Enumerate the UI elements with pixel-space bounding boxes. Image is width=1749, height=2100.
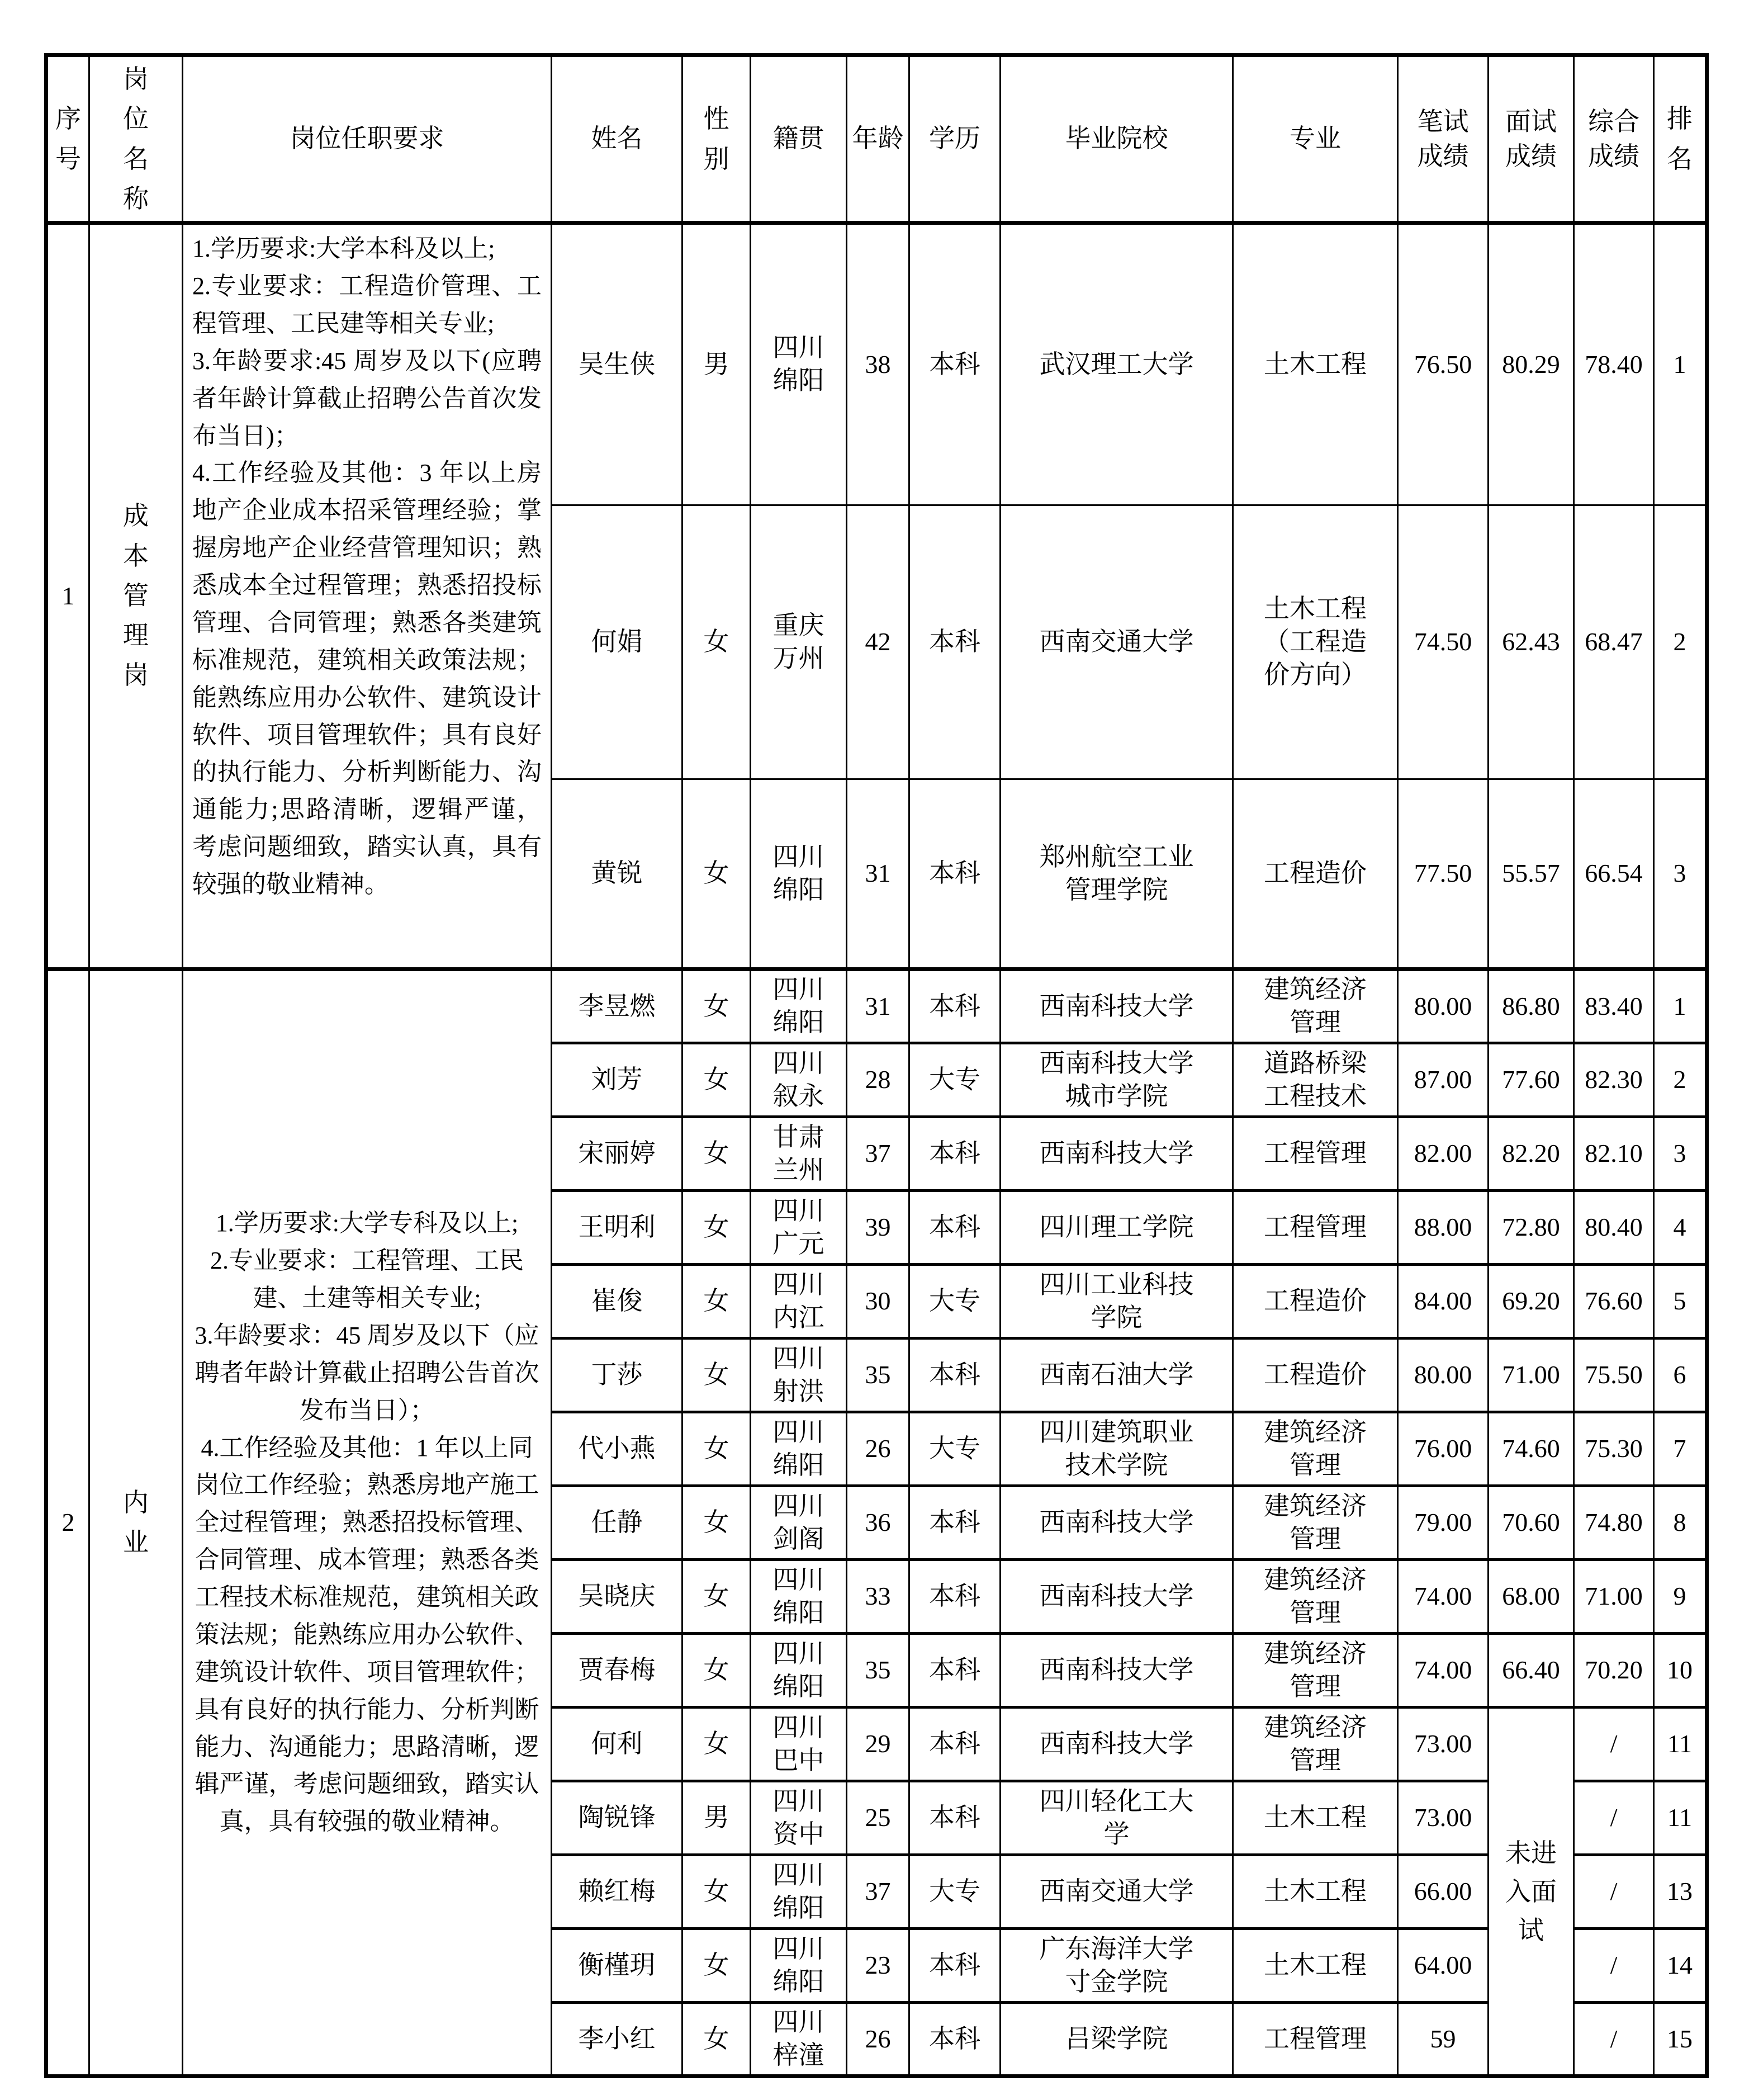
cell-major-text: 建筑经济管理 [1263, 1417, 1367, 1479]
cell-hometown [751, 1560, 847, 1634]
cell-school-text: 西南交通大学 [1039, 627, 1194, 656]
cell-major [1233, 1634, 1398, 1708]
cell-interview-score: 69.20 [1489, 1265, 1574, 1338]
header-interview-score: 面试成绩 [1489, 55, 1574, 223]
cell-rank: 1 [1654, 969, 1707, 1043]
cell-hometown-text: 四川绵阳 [772, 842, 824, 904]
cell-major [1233, 779, 1398, 969]
cell-education: 本科 [909, 2003, 1001, 2077]
cell-rank: 15 [1654, 2003, 1707, 2077]
cell-overall-score: 70.20 [1574, 1634, 1654, 1708]
cell-school-text: 西南科技大学 [1039, 1139, 1194, 1168]
cell-education: 本科 [909, 1486, 1001, 1560]
cell-hometown-text: 四川绵阳 [772, 1565, 824, 1627]
cell-written-score: 74.00 [1398, 1560, 1489, 1634]
cell-age: 35 [847, 1338, 909, 1412]
cell-name: 丁莎 [552, 1338, 682, 1412]
cell-interview-score: 55.57 [1489, 779, 1574, 969]
cell-written-score: 80.00 [1398, 969, 1489, 1043]
cell-name: 任静 [552, 1486, 682, 1560]
cell-interview-score: 71.00 [1489, 1338, 1574, 1412]
cell-major [1233, 2003, 1398, 2077]
cell-major [1233, 1781, 1398, 1855]
cell-major [1233, 1117, 1398, 1191]
cell-school [1001, 1117, 1233, 1191]
cell-written-score: 82.00 [1398, 1117, 1489, 1191]
cell-major [1233, 1191, 1398, 1265]
cell-major-text: 工程造价 [1263, 1287, 1367, 1316]
cell-major [1233, 1486, 1398, 1560]
cell-name: 代小燕 [552, 1412, 682, 1486]
cell-interview-score: 70.60 [1489, 1486, 1574, 1560]
cell-overall-score: 68.47 [1574, 505, 1654, 779]
cell-written-score: 77.50 [1398, 779, 1489, 969]
cell-education: 本科 [909, 1560, 1001, 1634]
cell-major [1233, 1265, 1398, 1338]
cell-gender: 女 [682, 969, 751, 1043]
cell-school [1001, 223, 1233, 505]
cell-education: 本科 [909, 1191, 1001, 1265]
cell-interview-score: 77.60 [1489, 1043, 1574, 1117]
cell-interview-score: 74.60 [1489, 1412, 1574, 1486]
header-major: 专业 [1233, 55, 1398, 223]
cell-rank: 13 [1654, 1855, 1707, 1929]
cell-rank: 2 [1654, 1043, 1707, 1117]
cell-education: 大专 [909, 1855, 1001, 1929]
cell-age: 23 [847, 1929, 909, 2003]
cell-written-score: 76.00 [1398, 1412, 1489, 1486]
requirement-item: 2.专业要求：工程管理、工民建、土建等相关专业; [210, 1247, 524, 1312]
cell-rank: 4 [1654, 1191, 1707, 1265]
cell-name: 王明利 [552, 1191, 682, 1265]
cell-school-text: 吕梁学院 [1065, 2024, 1168, 2053]
cell-rank: 5 [1654, 1265, 1707, 1338]
cell-gender: 女 [682, 1191, 751, 1265]
cell-major-text: 工程管理 [1263, 2024, 1367, 2053]
cell-major-text: 土木工程（工程造价方向） [1263, 594, 1367, 689]
cell-school [1001, 2003, 1233, 2077]
cell-name: 吴生侠 [552, 223, 682, 505]
cell-school-text: 武汉理工大学 [1039, 349, 1194, 379]
requirements-text [192, 1205, 542, 1841]
cell-hometown-text: 重庆万州 [772, 611, 824, 673]
cell-major-text: 道路桥梁工程技术 [1263, 1048, 1367, 1110]
cell-rank: 1 [1654, 223, 1707, 505]
cell-hometown-text: 四川梓潼 [772, 2008, 824, 2070]
cell-hometown-text: 四川绵阳 [772, 1860, 824, 1922]
requirement-item: 1.学历要求:大学专科及以上; [215, 1209, 519, 1237]
cell-hometown [751, 223, 847, 505]
cell-major-text: 建筑经济管理 [1263, 1491, 1367, 1553]
cell-gender: 女 [682, 779, 751, 969]
cell-school-text: 四川轻化工大学 [1039, 1786, 1194, 1848]
cell-major [1233, 1560, 1398, 1634]
cell-hometown [751, 1191, 847, 1265]
header-age: 年龄 [847, 55, 909, 223]
cell-major-text: 建筑经济管理 [1263, 1565, 1367, 1627]
cell-school-text: 四川工业科技学院 [1039, 1270, 1194, 1332]
cell-hometown-text: 四川巴中 [772, 1713, 824, 1775]
cell-hometown [751, 1708, 847, 1781]
requirement-item: 3.年龄要求：45 周岁及以下（应聘者年龄计算截止招聘公告首次发布当日）； [195, 1321, 539, 1424]
position-cell [89, 969, 183, 2077]
cell-school-text: 西南科技大学 [1039, 991, 1194, 1020]
cell-major [1233, 1338, 1398, 1412]
cell-age: 28 [847, 1043, 909, 1117]
cell-overall-score: / [1574, 1708, 1654, 1781]
cell-hometown [751, 969, 847, 1043]
requirement-item: 4.工作经验及其他：1 年以上同岗位工作经验；熟悉房地产施工全过程管理；熟悉招投标管理、合同管理、成本管理；熟悉各类工程技术标准规范，建筑相关政策法规；能熟练应用办公软件、建筑设计软件、项目管理软件；具有良好的执行能力、分析判断能力、沟通能力；思路清晰，逻辑严谨，考虑问题细致，踏实认真，具有较强的敬业精神。 [195, 1434, 539, 1836]
cell-major [1233, 1855, 1398, 1929]
cell-hometown-text: 四川剑阁 [772, 1491, 824, 1553]
cell-hometown [751, 1043, 847, 1117]
cell-name: 赖红梅 [552, 1855, 682, 1929]
cell-school [1001, 1191, 1233, 1265]
cell-name: 衡槿玥 [552, 1929, 682, 2003]
cell-school-text: 郑州航空工业管理学院 [1039, 842, 1194, 904]
cell-written-score: 76.50 [1398, 223, 1489, 505]
cell-education: 本科 [909, 1708, 1001, 1781]
cell-written-score: 74.50 [1398, 505, 1489, 779]
recruitment-results-table [44, 53, 1709, 2078]
seq-cell: 1 [46, 223, 89, 969]
cell-overall-score: 82.10 [1574, 1117, 1654, 1191]
cell-written-score: 59 [1398, 2003, 1489, 2077]
requirements-cell [183, 223, 552, 969]
cell-education: 本科 [909, 1781, 1001, 1855]
header-rank: 排名 [1654, 55, 1707, 223]
cell-school-text: 四川理工学院 [1039, 1213, 1194, 1242]
cell-school-text: 四川建筑职业技术学院 [1039, 1417, 1194, 1479]
cell-written-score: 80.00 [1398, 1338, 1489, 1412]
cell-no-interview-merged-text: 未进入面试 [1505, 1838, 1557, 1945]
cell-school [1001, 779, 1233, 969]
cell-name: 吴晓庆 [552, 1560, 682, 1634]
cell-school-text: 西南科技大学 [1039, 1729, 1194, 1758]
cell-overall-score: 83.40 [1574, 969, 1654, 1043]
cell-hometown [751, 1486, 847, 1560]
cell-school-text: 西南科技大学 [1039, 1582, 1194, 1611]
header-requirements: 岗位任职要求 [183, 55, 552, 223]
cell-school [1001, 1486, 1233, 1560]
cell-name: 陶锐锋 [552, 1781, 682, 1855]
cell-hometown-text: 四川绵阳 [772, 333, 824, 395]
seq-cell: 2 [46, 969, 89, 2077]
cell-gender: 女 [682, 505, 751, 779]
cell-hometown-text: 四川射洪 [772, 1344, 824, 1406]
cell-written-score: 64.00 [1398, 1929, 1489, 2003]
cell-school [1001, 1781, 1233, 1855]
candidate-row [46, 969, 1707, 1043]
header-seq: 序号 [46, 55, 89, 223]
cell-hometown-text: 四川叙永 [772, 1048, 824, 1110]
cell-name: 何利 [552, 1708, 682, 1781]
header-gender: 性别 [682, 55, 751, 223]
requirement-item: 2.专业要求：工程造价管理、工程管理、工民建等相关专业; [192, 272, 542, 337]
cell-hometown [751, 1338, 847, 1412]
requirement-item: 3.年龄要求:45 周岁及以下(应聘者年龄计算截止招聘公告首次发布当日)； [192, 347, 542, 450]
cell-gender: 女 [682, 1929, 751, 2003]
cell-major-text: 工程管理 [1263, 1213, 1367, 1242]
cell-hometown-text: 四川绵阳 [772, 1639, 824, 1701]
cell-rank: 7 [1654, 1412, 1707, 1486]
cell-age: 37 [847, 1855, 909, 1929]
cell-age: 39 [847, 1191, 909, 1265]
position-cell-text: 成本管理岗 [122, 502, 149, 690]
cell-hometown [751, 779, 847, 969]
cell-major-text: 土木工程 [1263, 1877, 1367, 1906]
cell-school [1001, 1855, 1233, 1929]
cell-name: 何娟 [552, 505, 682, 779]
cell-gender: 女 [682, 1634, 751, 1708]
cell-rank: 9 [1654, 1560, 1707, 1634]
cell-hometown [751, 1412, 847, 1486]
header-written-score: 笔试成绩 [1398, 55, 1489, 223]
cell-interview-score: 62.43 [1489, 505, 1574, 779]
position-cell-text: 内业 [122, 1488, 149, 1557]
cell-school [1001, 1708, 1233, 1781]
cell-written-score: 79.00 [1398, 1486, 1489, 1560]
cell-rank: 3 [1654, 1117, 1707, 1191]
cell-rank: 2 [1654, 505, 1707, 779]
cell-age: 36 [847, 1486, 909, 1560]
cell-major [1233, 1412, 1398, 1486]
cell-hometown-text: 甘肃兰州 [772, 1122, 824, 1184]
cell-written-score: 74.00 [1398, 1634, 1489, 1708]
cell-school [1001, 1929, 1233, 2003]
cell-age: 38 [847, 223, 909, 505]
cell-name: 李昱燃 [552, 969, 682, 1043]
cell-age: 42 [847, 505, 909, 779]
cell-hometown [751, 1117, 847, 1191]
cell-school [1001, 1560, 1233, 1634]
cell-written-score: 84.00 [1398, 1265, 1489, 1338]
cell-major [1233, 223, 1398, 505]
cell-hometown-text: 四川资中 [772, 1786, 824, 1848]
cell-age: 37 [847, 1117, 909, 1191]
cell-gender: 女 [682, 1117, 751, 1191]
cell-gender: 女 [682, 1486, 751, 1560]
cell-education: 本科 [909, 969, 1001, 1043]
cell-overall-score: 75.30 [1574, 1412, 1654, 1486]
cell-overall-score: 78.40 [1574, 223, 1654, 505]
cell-no-interview-merged [1489, 1708, 1574, 2077]
cell-major-text: 工程管理 [1263, 1139, 1367, 1168]
cell-major-text: 土木工程 [1263, 349, 1367, 379]
cell-hometown [751, 1855, 847, 1929]
cell-school [1001, 1265, 1233, 1338]
cell-age: 29 [847, 1708, 909, 1781]
header-school: 毕业院校 [1001, 55, 1233, 223]
cell-school [1001, 1338, 1233, 1412]
cell-major [1233, 1929, 1398, 2003]
cell-education: 本科 [909, 1338, 1001, 1412]
cell-interview-score: 66.40 [1489, 1634, 1574, 1708]
cell-rank: 6 [1654, 1338, 1707, 1412]
cell-name: 宋丽婷 [552, 1117, 682, 1191]
cell-hometown [751, 1634, 847, 1708]
cell-school-text: 西南科技大学 [1039, 1656, 1194, 1685]
cell-overall-score: 80.40 [1574, 1191, 1654, 1265]
cell-overall-score: 75.50 [1574, 1338, 1654, 1412]
cell-education: 本科 [909, 1929, 1001, 2003]
cell-interview-score: 86.80 [1489, 969, 1574, 1043]
cell-hometown-text: 四川绵阳 [772, 1417, 824, 1479]
cell-rank: 3 [1654, 779, 1707, 969]
header-hometown: 籍贯 [751, 55, 847, 223]
cell-interview-score: 80.29 [1489, 223, 1574, 505]
cell-education: 本科 [909, 1117, 1001, 1191]
candidate-row [46, 223, 1707, 505]
cell-age: 35 [847, 1634, 909, 1708]
position-cell [89, 223, 183, 969]
cell-hometown [751, 1265, 847, 1338]
cell-hometown [751, 1929, 847, 2003]
cell-gender: 女 [682, 1412, 751, 1486]
header-education: 学历 [909, 55, 1001, 223]
cell-rank: 8 [1654, 1486, 1707, 1560]
cell-rank: 14 [1654, 1929, 1707, 2003]
cell-name: 崔俊 [552, 1265, 682, 1338]
cell-gender: 女 [682, 1560, 751, 1634]
cell-gender: 男 [682, 223, 751, 505]
cell-hometown [751, 1781, 847, 1855]
cell-major [1233, 505, 1398, 779]
cell-written-score: 87.00 [1398, 1043, 1489, 1117]
requirement-item: 1.学历要求:大学本科及以上; [192, 235, 495, 263]
cell-school-text: 西南科技大学城市学院 [1039, 1048, 1194, 1110]
cell-written-score: 88.00 [1398, 1191, 1489, 1265]
cell-hometown [751, 2003, 847, 2077]
cell-gender: 男 [682, 1781, 751, 1855]
cell-age: 33 [847, 1560, 909, 1634]
cell-age: 31 [847, 779, 909, 969]
header-row [46, 55, 1707, 223]
requirement-item: 4.工作经验及其他：3 年以上房地产企业成本招采管理经验；掌握房地产企业经营管理知识；熟悉成本全过程管理；熟悉招投标管理、合同管理；熟悉各类建筑标准规范，建筑相关政策法规；能熟练应用办公软件、建筑设计软件、项目管理软件；具有良好的执行能力、分析判断能力、沟通能力;思路清晰，逻辑严谨，考虑问题细致，踏实认真，具有较强的敬业精神。 [192, 459, 542, 898]
cell-education: 大专 [909, 1265, 1001, 1338]
cell-school [1001, 1634, 1233, 1708]
cell-major [1233, 1043, 1398, 1117]
cell-name: 贾春梅 [552, 1634, 682, 1708]
cell-gender: 女 [682, 1708, 751, 1781]
table-header [46, 55, 1707, 223]
cell-overall-score: / [1574, 1929, 1654, 2003]
cell-major-text: 工程造价 [1263, 859, 1367, 888]
cell-overall-score: 71.00 [1574, 1560, 1654, 1634]
cell-school-text: 广东海洋大学寸金学院 [1039, 1934, 1194, 1996]
cell-name: 李小红 [552, 2003, 682, 2077]
cell-school [1001, 1412, 1233, 1486]
cell-gender: 女 [682, 2003, 751, 2077]
cell-overall-score: 76.60 [1574, 1265, 1654, 1338]
cell-major-text: 建筑经济管理 [1263, 1639, 1367, 1701]
cell-school [1001, 969, 1233, 1043]
cell-age: 25 [847, 1781, 909, 1855]
cell-education: 大专 [909, 1043, 1001, 1117]
cell-age: 26 [847, 2003, 909, 2077]
header-name: 姓名 [552, 55, 682, 223]
cell-overall-score: / [1574, 2003, 1654, 2077]
cell-school-text: 西南科技大学 [1039, 1508, 1194, 1537]
cell-gender: 女 [682, 1043, 751, 1117]
cell-overall-score: 66.54 [1574, 779, 1654, 969]
cell-school [1001, 1043, 1233, 1117]
cell-hometown-text: 四川绵阳 [772, 1934, 824, 1996]
cell-major-text: 土木工程 [1263, 1951, 1367, 1980]
cell-rank: 11 [1654, 1708, 1707, 1781]
cell-age: 30 [847, 1265, 909, 1338]
cell-written-score: 73.00 [1398, 1708, 1489, 1781]
cell-gender: 女 [682, 1855, 751, 1929]
cell-hometown-text: 四川绵阳 [772, 975, 824, 1037]
cell-education: 大专 [909, 1412, 1001, 1486]
cell-major-text: 土木工程 [1263, 1803, 1367, 1832]
requirements-text [192, 230, 542, 904]
cell-education: 本科 [909, 223, 1001, 505]
cell-interview-score: 82.20 [1489, 1117, 1574, 1191]
cell-overall-score: / [1574, 1855, 1654, 1929]
cell-hometown-text: 四川内江 [772, 1270, 824, 1332]
cell-school-text: 西南石油大学 [1039, 1360, 1194, 1389]
cell-school-text: 西南交通大学 [1039, 1877, 1194, 1906]
cell-gender: 女 [682, 1338, 751, 1412]
cell-education: 本科 [909, 505, 1001, 779]
cell-hometown [751, 505, 847, 779]
cell-age: 26 [847, 1412, 909, 1486]
cell-written-score: 66.00 [1398, 1855, 1489, 1929]
cell-education: 本科 [909, 779, 1001, 969]
cell-major [1233, 1708, 1398, 1781]
cell-rank: 11 [1654, 1781, 1707, 1855]
cell-gender: 女 [682, 1265, 751, 1338]
header-position: 岗位名称 [89, 55, 183, 223]
cell-hometown-text: 四川广元 [772, 1196, 824, 1258]
requirements-cell [183, 969, 552, 2077]
cell-name: 刘芳 [552, 1043, 682, 1117]
cell-overall-score: 82.30 [1574, 1043, 1654, 1117]
cell-major-text: 建筑经济管理 [1263, 1713, 1367, 1775]
header-overall-score: 综合成绩 [1574, 55, 1654, 223]
cell-major-text: 建筑经济管理 [1263, 975, 1367, 1037]
cell-education: 本科 [909, 1634, 1001, 1708]
cell-name: 黄锐 [552, 779, 682, 969]
cell-school [1001, 505, 1233, 779]
cell-major [1233, 969, 1398, 1043]
cell-interview-score: 68.00 [1489, 1560, 1574, 1634]
cell-overall-score: / [1574, 1781, 1654, 1855]
cell-major-text: 工程造价 [1263, 1360, 1367, 1389]
table-body [46, 223, 1707, 2077]
cell-written-score: 73.00 [1398, 1781, 1489, 1855]
cell-age: 31 [847, 969, 909, 1043]
cell-overall-score: 74.80 [1574, 1486, 1654, 1560]
cell-interview-score: 72.80 [1489, 1191, 1574, 1265]
cell-rank: 10 [1654, 1634, 1707, 1708]
